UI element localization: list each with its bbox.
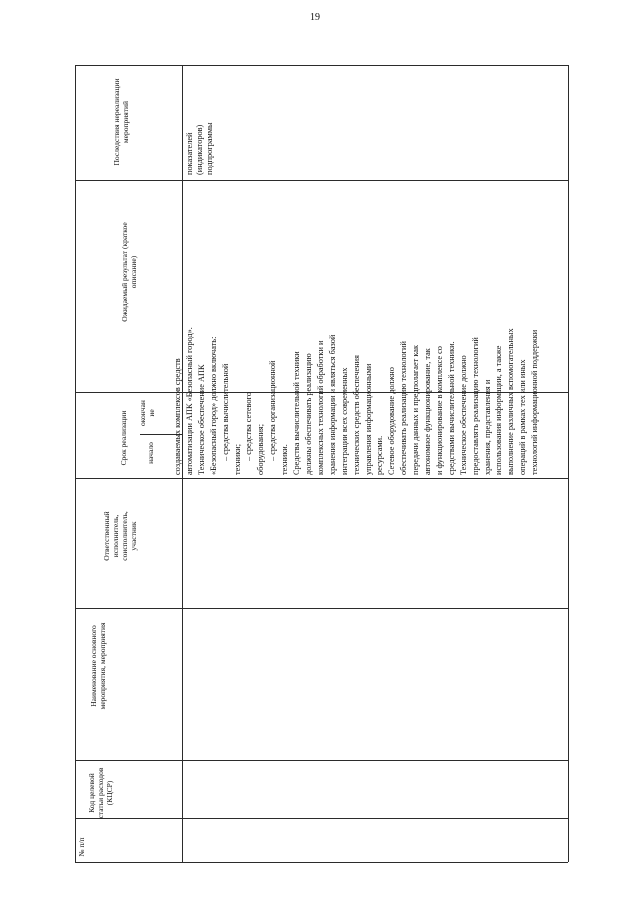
header-result: Ожидаемый результат (краткое описание) bbox=[120, 222, 138, 322]
result-line: техники. bbox=[280, 444, 290, 475]
expected-result-text bbox=[172, 105, 550, 475]
header-period: Срок реализации bbox=[119, 410, 128, 466]
result-line: использования информации, а также bbox=[494, 345, 504, 475]
result-line: хранения информации и являться базой bbox=[327, 334, 337, 475]
result-line: техники; bbox=[232, 443, 242, 475]
header-consequences: Последствия нереализации мероприятий bbox=[112, 78, 130, 166]
result-line: операций в рамках тех или иных bbox=[518, 359, 528, 475]
result-line: «Безопасный город» должно включать: bbox=[208, 336, 218, 475]
result-line: Техническое обеспечение АПК bbox=[196, 364, 206, 475]
header-start: начало bbox=[146, 442, 155, 464]
result-line: ресурсами. bbox=[375, 435, 385, 475]
result-line: и функционирование в комплексе со bbox=[434, 346, 444, 475]
result-line: передачи данных и предполагает как bbox=[411, 345, 421, 475]
col-sep-4 bbox=[75, 608, 568, 609]
table-border-bottom bbox=[75, 862, 568, 863]
result-line: – средства сетевого bbox=[244, 392, 254, 461]
table-border-left bbox=[75, 65, 76, 862]
consequence-text: показателей (индикаторов) подпрограммы bbox=[185, 122, 214, 175]
table-border-top bbox=[75, 65, 568, 66]
result-line: выполнение различных вспомогательных bbox=[506, 328, 516, 475]
result-line: комплексных технологий обработки и bbox=[315, 340, 325, 475]
result-line: средствами вычислительной техники. bbox=[446, 341, 456, 475]
result-line: автономное функционирование, так bbox=[423, 348, 433, 475]
result-line: обеспечивать реализацию технологий bbox=[399, 341, 409, 475]
result-line: – средства вычислительной bbox=[220, 363, 230, 461]
header-code: Код целевой статьи расходов (КЦСР) bbox=[87, 767, 114, 819]
page-number: 19 bbox=[310, 12, 320, 23]
result-line: технологий информационной поддержки bbox=[530, 329, 540, 475]
result-line: оборудования; bbox=[256, 423, 266, 475]
result-line: предоставлять реализацию технологий bbox=[470, 337, 480, 475]
result-line: Средства вычислительной техники bbox=[292, 351, 302, 475]
result-line: технических средств обеспечения bbox=[351, 355, 361, 475]
result-line: интеграции всех современных bbox=[339, 367, 349, 475]
col-sep-6 bbox=[75, 818, 568, 819]
result-line: Сетевое оборудование должно bbox=[387, 367, 397, 475]
result-line: хранения, представления и bbox=[482, 379, 492, 475]
header-name: Наименование основного мероприятия, мероприятия bbox=[89, 622, 107, 710]
col-sep-5 bbox=[75, 760, 568, 761]
result-line: должны обеспечивать реализацию bbox=[303, 353, 313, 475]
result-line: управления информационными bbox=[363, 363, 373, 475]
result-line: Техническое обеспечение должно bbox=[458, 355, 468, 475]
result-line: автоматизации АПК «Безопасный город». bbox=[184, 327, 194, 475]
result-line: создаваемых комплексов средств bbox=[173, 358, 182, 475]
table-border-right bbox=[568, 65, 569, 862]
header-responsible: Ответственный исполнитель, соисполнитель, участник bbox=[102, 511, 138, 561]
col-sep-3 bbox=[75, 478, 568, 479]
header-end: окончан ие bbox=[138, 400, 156, 426]
header-num: № п/п bbox=[77, 837, 86, 857]
result-line: – средства организационной bbox=[268, 360, 278, 461]
